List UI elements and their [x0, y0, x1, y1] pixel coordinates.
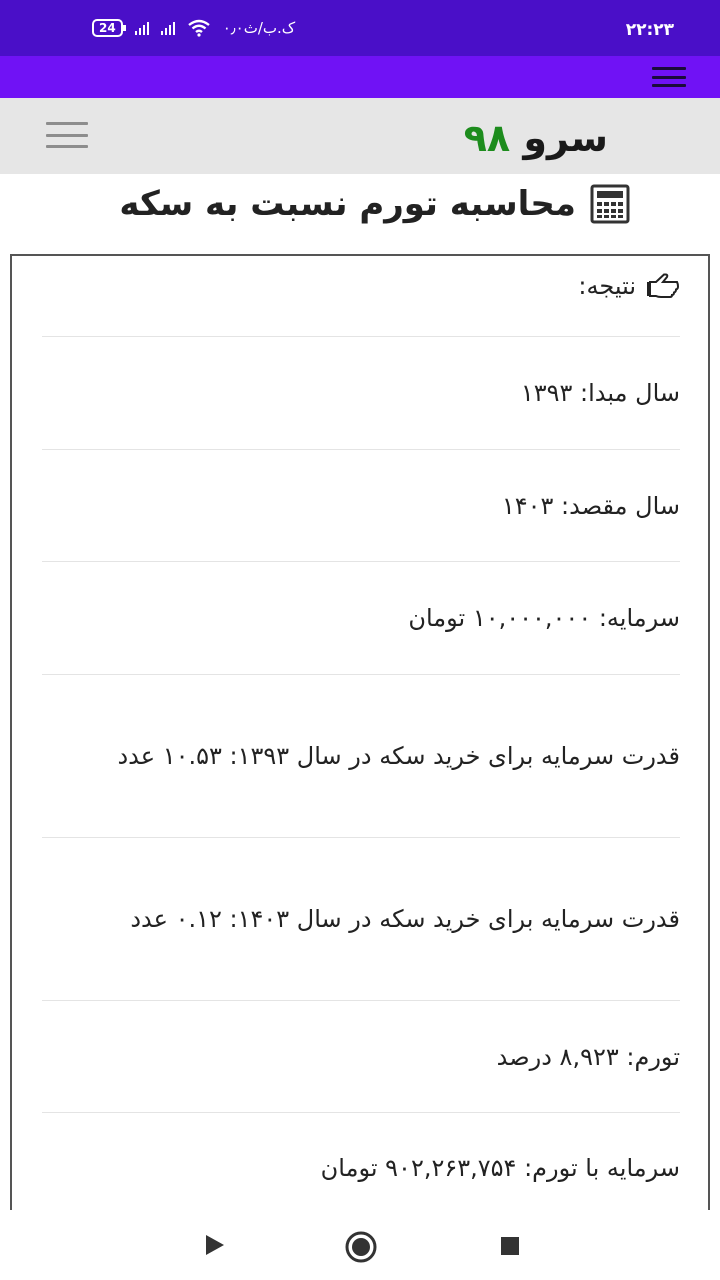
home-circle-icon[interactable]	[344, 1230, 378, 1264]
result-heading-text: نتیجه:	[578, 272, 636, 300]
signal-icon	[135, 21, 149, 35]
result-row-coin-power-start	[42, 674, 680, 837]
result-row-end-year	[42, 449, 680, 561]
logo-text-main: سرو	[523, 116, 608, 160]
back-triangle-icon[interactable]	[204, 1234, 226, 1256]
network-speed: ۰٫۰ک.ب/ث	[222, 19, 296, 37]
result-row-capital-with-inflation	[42, 1112, 680, 1222]
result-row-text: تورم: ۸,۹۲۳ درصد	[496, 1042, 680, 1071]
result-row-text: قدرت سرمایه برای خرید سکه در سال ۱۳۹۳: ۱۰.۵۳ عدد	[117, 742, 680, 770]
recent-square-icon[interactable]	[500, 1236, 520, 1256]
site-header	[0, 98, 720, 174]
battery-icon: 24	[92, 19, 123, 37]
result-row-text: سال مقصد: ۱۴۰۳	[501, 491, 680, 520]
result-card	[10, 254, 710, 1234]
system-nav-bar	[0, 1210, 720, 1280]
result-heading	[578, 268, 680, 304]
page-title	[0, 178, 630, 230]
result-row-text: قدرت سرمایه برای خرید سکه در سال ۱۴۰۳: ۰.۱۲ عدد	[130, 905, 680, 933]
calculator-icon	[590, 184, 630, 224]
result-row-text: سرمایه با تورم: ۹۰۲,۲۶۳,۷۵۴ تومان	[320, 1153, 680, 1182]
site-logo[interactable]	[464, 116, 608, 160]
status-bar	[0, 0, 720, 56]
status-indicators	[92, 19, 295, 37]
result-row-text: سرمایه: ۱۰,۰۰۰,۰۰۰ تومان	[408, 604, 680, 632]
site-menu-icon[interactable]	[46, 122, 88, 148]
result-row-inflation	[42, 1000, 680, 1112]
result-row-coin-power-end	[42, 837, 680, 1000]
result-row-text: سال مبدا: ۱۳۹۳	[520, 379, 680, 407]
result-list	[42, 336, 680, 1222]
logo-text-number: ۹۸	[463, 116, 511, 160]
status-time: ۲۲:۲۳	[625, 20, 674, 40]
wifi-icon	[187, 19, 211, 37]
app-bar	[0, 56, 720, 98]
result-row-start-year	[42, 336, 680, 449]
app-menu-icon[interactable]	[652, 67, 686, 87]
page-title-text: محاسبه تورم نسبت به سکه	[119, 184, 576, 224]
signal-icon-2	[161, 21, 175, 35]
hand-pointing-icon	[646, 273, 680, 299]
result-row-capital	[42, 561, 680, 674]
